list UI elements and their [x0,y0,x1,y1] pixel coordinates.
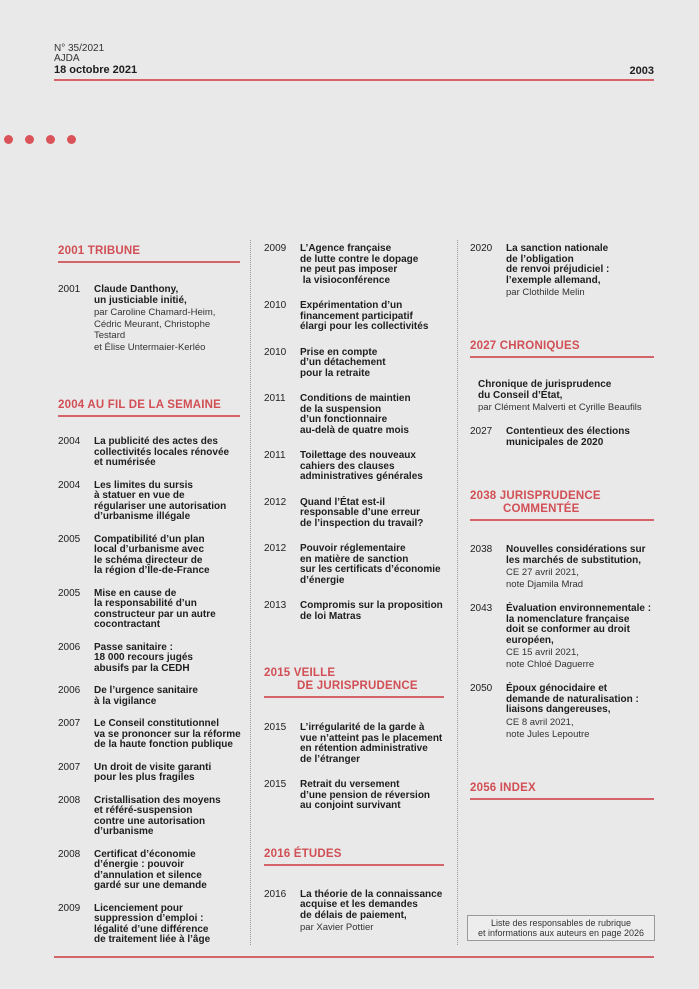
toc-entry-title-line: élargi pour les collectivités [300,321,429,332]
toc-entry-page: 2007 [58,718,81,729]
toc-entry[interactable] [58,763,240,784]
toc-entry[interactable] [264,244,444,286]
toc-entry-text [506,545,646,590]
toc-entry-title-line: administratives générales [300,471,423,482]
toc-entry-title-line: Époux génocidaire et [506,683,608,694]
toc-entry[interactable] [58,535,240,577]
toc-entry-title-line: d’annulation et silence [94,869,202,881]
toc-entry-title-line: la nomenclature française [506,613,630,625]
toc-entry[interactable] [58,481,240,523]
toc-entry[interactable] [264,544,444,586]
toc-entry-text [506,604,651,670]
toc-entry-page: 2015 [264,779,287,790]
toc-entry-page: 2012 [264,496,287,508]
toc-entry[interactable] [58,285,240,353]
toc-entry-title-line: légalité d’une différence [94,923,209,935]
toc-entry-title-line: en rétention administrative [300,743,428,754]
contributors-note [467,915,655,941]
toc-entry-title-line: Les limites du sursis [94,479,193,491]
toc-entry-title-line: Compromis sur la proposition [300,600,443,611]
toc-entry-text [94,686,198,707]
toc-entry-title-line: municipales de 2020 [506,436,604,448]
toc-entry-text [94,437,229,469]
dot-icon [4,135,13,144]
toc-entry[interactable] [58,719,240,751]
toc-entry-title-line: Pouvoir réglementaire [300,543,406,554]
toc-entry[interactable] [470,545,654,590]
toc-entry-title-line: responsable d’une erreur [300,507,421,518]
toc-entry-title-line: collectivités locales rénovée [94,446,230,458]
toc-entry-text [300,244,418,286]
toc-entry-title-line: européen, [506,634,554,646]
toc-entry-title-line: Licenciement pour [94,902,183,914]
toc-entry-text [300,301,428,333]
page-number: 2003 [629,65,654,77]
section-veille-heading [264,667,444,698]
toc-entry-text [94,763,211,784]
toc-entry-title-line: régulariser une autorisation [94,500,227,512]
toc-entry-title-line: de traitement liée à l’âge [94,934,211,945]
toc-entry-title-line: au conjoint survivant [300,800,401,811]
toc-entry-author-line: CE 8 avril 2021, [506,716,574,728]
toc-entry-page: 2004 [58,479,81,491]
toc-entry[interactable] [470,427,654,448]
toc-entry-title-line: d’urbanisme [94,826,154,837]
toc-entry[interactable] [264,394,444,436]
column-3 [470,240,654,800]
dot-icon [46,135,55,144]
toc-entry-page: 2004 [58,436,81,447]
toc-entry-title-line: l’exemple allemand, [506,274,601,286]
toc-entry-title-line: Compatibilité d’un plan [94,533,205,545]
toc-entry-title-line: suppression d’emploi : [94,913,204,924]
toc-entry[interactable] [470,684,654,740]
toc-entry[interactable] [264,498,444,530]
dot-icon [67,135,76,144]
section-jurisprudence-commentee-heading [470,490,654,521]
toc-entry-title-line: La sanction nationale [506,243,609,254]
toc-entry[interactable] [58,643,240,675]
toc-entry-author-line: note Djamila Mrad [506,579,584,590]
toc-entry-title-line: gardé sur une demande [94,880,207,891]
column-2 [264,240,444,933]
toc-entry-text [506,427,630,448]
toc-entry-title-line: d’urbanisme illégale [94,511,191,522]
toc-entry-title-line: et numérisée [94,457,156,468]
toc-entry-title-line: Nouvelles considérations sur [506,544,646,555]
toc-entry-author-line: note Jules Lepoutre [506,728,590,740]
toc-entry-page: 2010 [264,300,287,311]
section-jc-title-line1: 2038 JURISPRUDENCE [470,490,601,502]
toc-entry-text [94,589,216,631]
toc-entry-title-line: de renvoi préjudiciel : [506,264,610,275]
section-jc-title-line2: COMMENTÉE [503,503,580,515]
toc-entry[interactable] [264,348,444,380]
toc-entry-title-line: constructeur par un autre [94,608,216,620]
toc-entry-title-line: de délais de paiement, [300,909,407,921]
toc-entry-title-line: De l’urgence sanitaire [94,685,198,696]
toc-entry-page: 2009 [264,243,287,254]
toc-entry-title-line: La théorie de la connaissance [300,888,443,900]
toc-entry-title-line: de lutte contre le dopage [300,253,419,265]
toc-entry-title-line: de loi Matras [300,610,362,622]
toc-entry-title-line: le schéma directeur de [94,554,203,566]
toc-entry-page: 2015 [264,722,287,733]
toc-entry-page: 2006 [58,641,81,653]
toc-entry-title-line: local d’urbanisme avec [94,544,205,555]
footer-rule [54,956,654,958]
toc-entry-page [470,380,478,413]
toc-entry-text [94,285,240,353]
toc-entry[interactable] [470,604,654,670]
toc-entry-title-line: d’un fonctionnaire [300,414,388,425]
toc-entry-title-line: L’Agence française [300,243,392,254]
toc-entry-title-line: Retrait du versement [300,779,400,790]
toc-entry[interactable] [58,437,240,469]
toc-entry-text [94,796,221,838]
toc-entry[interactable] [264,890,444,934]
toc-entry-title-line: de l’étranger [300,753,361,765]
toc-entry-page: 2016 [264,888,287,900]
toc-entry-page: 2008 [58,848,81,860]
toc-entry-title-line: d’énergie [300,574,345,586]
section-veille-title-line2: DE JURISPRUDENCE [297,680,418,692]
toc-entry[interactable] [264,301,444,333]
issue-number: N° 35/2021 [54,43,105,54]
section-veille-title-line1: 2015 VEILLE [264,667,336,679]
toc-entry-author-line: Cédric Meurant, Christophe Testard [94,319,211,341]
toc-entry-title-line: L’irrégularité de la garde à [300,722,425,733]
toc-entry-page: 2006 [58,685,81,696]
toc-entry-title-line: Claude Danthony, [94,284,179,295]
toc-entry-title-line: d’une pension de réversion [300,789,431,801]
toc-entry[interactable] [470,244,654,298]
toc-entry-title-line: contre une autorisation [94,815,206,827]
section-etudes-heading: 2016 ÉTUDES [264,848,444,866]
toc-entry-title-line: financement participatif [300,310,413,322]
toc-entry-title-line: au-delà de quatre mois [300,424,409,436]
toc-entry-page: 2005 [58,533,81,545]
toc-entry[interactable] [264,723,444,765]
toc-entry-page: 2013 [264,600,287,611]
toc-entry-title-line: de la suspension [300,403,382,415]
toc-entry-author-line: par Clothilde Melin [506,287,585,298]
toc-entry-text [300,498,423,530]
header-rule [54,79,654,81]
toc-entry[interactable] [264,601,444,622]
dot-icon [25,135,34,144]
toc-entry-title-line: un justiciable initié, [94,294,187,306]
section-chroniques-heading: 2027 CHRONIQUES [470,340,654,358]
toc-entry-text [478,380,642,413]
toc-entry-title-line: d’un détachement [300,357,386,368]
toc-entry-author-line: CE 27 avril 2021, [506,567,579,578]
toc-entry-title-line: va se prononcer sur la réforme [94,728,241,740]
toc-entry-title-line: Chronique de jurisprudence [478,379,612,390]
toc-entry-text [94,850,207,892]
toc-entry[interactable] [58,904,240,946]
toc-entry-title-line: à la vigilance [94,695,157,707]
toc-entry-title-line: Certificat d’économie [94,848,196,860]
toc-entry-page: 2050 [470,683,493,694]
toc-entry-title-line: les marchés de substitution, [506,554,642,566]
toc-entry-text [300,601,443,622]
toc-entry-title-line: Toilettage des nouveaux [300,450,416,461]
toc-entry-title-line: Expérimentation d’un [300,300,403,311]
toc-entry-title-line: 18 000 recours jugés [94,652,193,663]
toc-entry-text [94,481,226,523]
toc-entry-title-line: abusifs par la CEDH [94,662,190,674]
toc-entry[interactable] [58,850,240,892]
toc-entry-page: 2011 [264,393,286,404]
note-line2: et informations aux auteurs en page 2026 [477,928,645,938]
toc-entry-title-line: demande de naturalisation : [506,693,639,705]
toc-entry-author-line: et Élise Untermaier-Kerléo [94,342,206,353]
toc-entry-title-line: à statuer en vue de [94,490,185,501]
toc-entry-title-line: la responsabilité d’un [94,598,197,609]
toc-entry-title-line: la région d’Île-de-France [94,565,210,576]
column-1 [58,240,240,946]
toc-entry-author-line: CE 15 avril 2021, [506,647,579,658]
toc-entry-title-line: Mise en cause de [94,587,177,599]
toc-entry-page: 2012 [264,543,287,554]
toc-entry[interactable] [58,796,240,838]
toc-entry-page: 2001 [58,284,81,295]
toc-entry-title-line: de l’inspection du travail? [300,517,424,529]
toc-entry-page: 2010 [264,346,287,358]
toc-entry-title-line: cocontractant [94,619,161,630]
toc-entry-title-line: pour la retraite [300,367,371,379]
toc-entry-text [94,643,193,675]
toc-entry-title-line: en matière de sanction [300,553,409,565]
toc-entry-title-line: d’énergie : pouvoir [94,859,185,870]
toc-entry-title-line: la visioconférence [300,274,391,286]
toc-entry-page: 2027 [470,426,493,437]
toc-entry[interactable] [264,451,444,483]
column-divider [250,240,251,945]
toc-entry-title-line: Prise en compte [300,346,378,358]
toc-entry-text [506,684,639,740]
toc-entry-title-line: pour les plus fragiles [94,772,195,783]
toc-entry-text [506,244,609,298]
toc-entry-page: 2005 [58,587,81,599]
decorative-dots [4,135,76,144]
toc-entry-text [300,394,411,436]
section-tribune-heading: 2001 TRIBUNE [58,245,240,263]
toc-entry-title-line: Passe sanitaire : [94,641,173,653]
toc-entry-page: 2043 [470,603,493,614]
section-au-fil-heading: 2004 AU FIL DE LA SEMAINE [58,399,240,417]
toc-entry-page: 2020 [470,243,493,254]
toc-entry-title-line: Contentieux des élections [506,426,630,437]
note-line1: Liste des responsables de rubrique [490,918,632,928]
section-index-heading: 2056 INDEX [470,782,654,800]
toc-entry-author-line: par Caroline Chamard-Heim, [94,307,216,318]
toc-entry-title-line: sur les certificats d’économie [300,564,441,575]
toc-entry[interactable] [470,380,654,413]
toc-entry-title-line: La publicité des actes des [94,436,218,447]
toc-entry-text [300,723,442,765]
toc-entry-page: 2038 [470,544,493,555]
toc-entry-page: 2009 [58,902,81,914]
toc-entry-title-line: Un droit de visite garanti [94,761,212,773]
issue-date: 18 octobre 2021 [54,64,138,76]
toc-entry-title-line: acquise et les demandes [300,899,418,910]
journal-name: AJDA [54,53,80,64]
toc-entry-title-line: Évaluation environnementale : [506,603,652,614]
toc-entry-text [300,451,423,483]
column-divider [457,240,458,945]
toc-entry-text [300,348,386,380]
toc-entry-text [94,719,241,751]
toc-entry-page: 2007 [58,761,81,773]
toc-entry-author-line: par Xavier Pottier [300,922,374,933]
toc-entry-title-line: liaisons dangereuses, [506,704,611,715]
toc-entry-page: 2011 [264,450,286,461]
toc-entry-text [94,535,210,577]
toc-entry[interactable] [58,589,240,631]
toc-entry[interactable] [58,686,240,707]
toc-entry-title-line: cahiers des clauses [300,460,395,472]
masthead [54,44,654,75]
toc-entry-page: 2008 [58,794,81,806]
toc-entry-text [300,890,442,934]
toc-entry-title-line: du Conseil d’État, [478,389,563,401]
toc-entry-title-line: Le Conseil constitutionnel [94,718,220,729]
toc-entry-title-line: Quand l’État est-il [300,496,386,508]
toc-entry-text [300,544,441,586]
toc-entry-title-line: Cristallisation des moyens [94,794,221,806]
toc-entry-title-line: vue n’atteint pas le placement [300,732,443,744]
toc-entry-title-line: de l’obligation [506,253,574,265]
toc-entry-title-line: Conditions de maintien [300,393,411,404]
toc-entry-author-line: note Chloé Daguerre [506,659,595,670]
toc-entry-author-line: par Clément Malverti et Cyrille Beaufils [478,402,642,413]
toc-entry-title-line: de la haute fonction publique [94,739,233,750]
toc-entry-text [94,904,210,946]
toc-entry-text [300,780,430,812]
toc-entry-title-line: doit se conformer au droit [506,624,630,635]
toc-entry[interactable] [264,780,444,812]
toc-entry-title-line: et référé-suspension [94,805,193,816]
toc-entry-title-line: ne peut pas imposer [300,264,398,275]
